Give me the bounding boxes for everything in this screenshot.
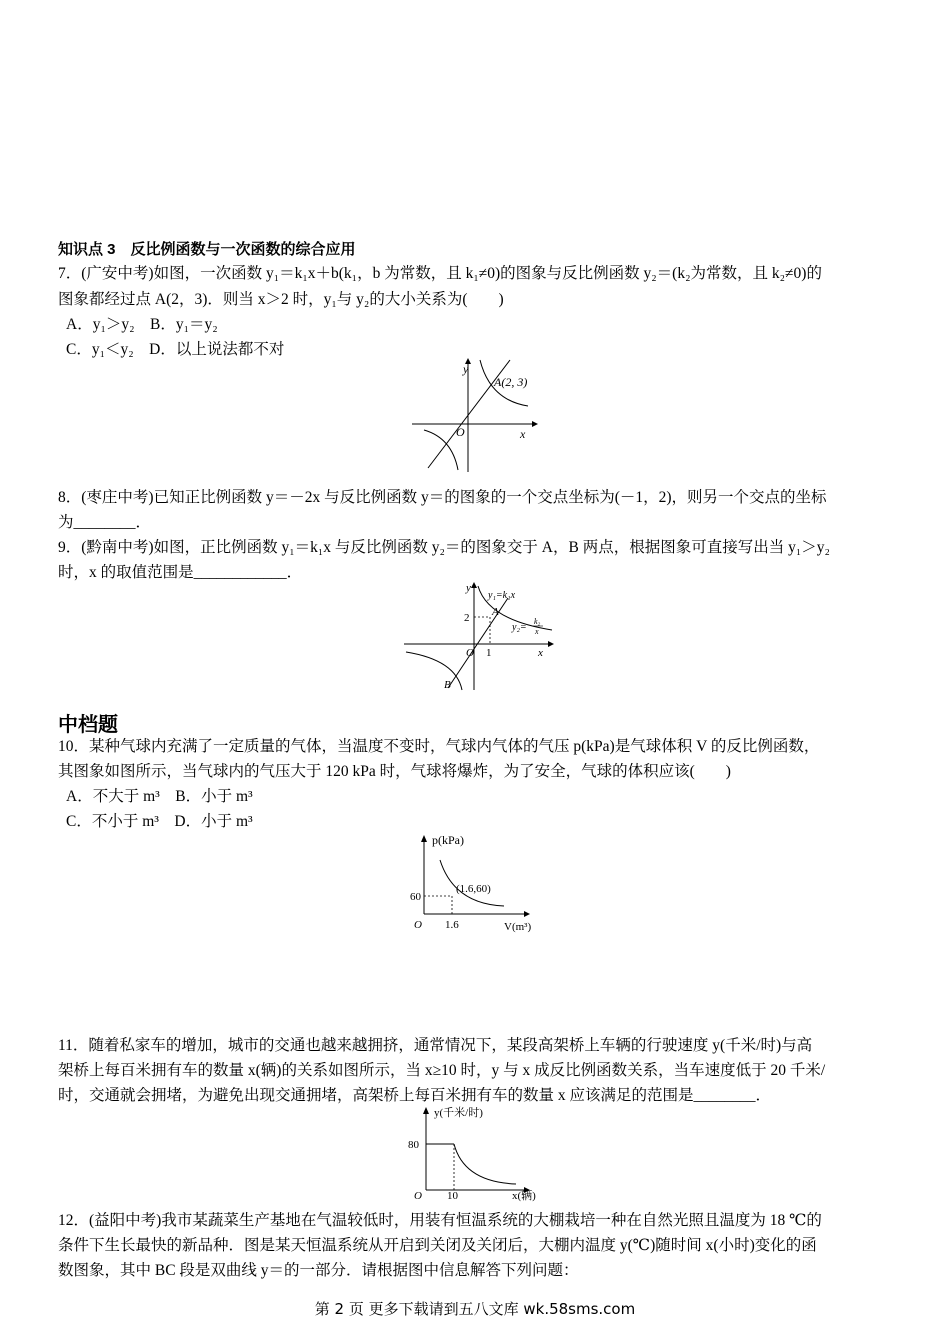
- y-label: y: [463, 362, 469, 376]
- tick-1: 1: [486, 647, 492, 659]
- q10-line1: 10．某种气球内充满了一定质量的气体，当温度不变时，气球内气体的气压 p(kPa)是气球体积 V 的反比例函数，: [58, 738, 820, 755]
- q8-line2: 为________．: [58, 514, 152, 531]
- line-label: y₁=k₁x: [488, 590, 516, 601]
- q10-line2: 其图象如图所示，当气球内的气压大于 120 kPa 时，气球将爆炸，为了安全，气球的体积应该( ): [58, 763, 731, 780]
- y-tick-60: 60: [410, 891, 421, 903]
- x-label: x: [538, 647, 543, 659]
- y-tick-80: 80: [408, 1139, 419, 1151]
- point-b-label: B: [444, 679, 451, 691]
- x-axis-label: x(辆): [512, 1190, 536, 1202]
- q9-line1: 9．(黔南中考)如图，正比例函数 y₁＝k₁x 与反比例函数 y₂＝的图象交于 A，B 两点，根据图象可直接写出当 y₁＞y₂: [58, 539, 830, 556]
- x-label: x: [520, 427, 526, 441]
- curve-label: y₂=: [512, 622, 527, 633]
- q11-line1: 11．随着私家车的增加，城市的交通也越来越拥挤，通常情况下，某段高架桥上车辆的行驶速度 y(千米/时)与高: [58, 1037, 813, 1054]
- page-footer: 第 2 页 更多下载请到五八文库 wk.58sms.com: [314, 1300, 636, 1318]
- origin-label: O: [456, 425, 465, 439]
- curve-x: x: [535, 627, 539, 636]
- q11-line2: 架桥上每百米拥有车的数量 x(辆)的关系如图所示，当 x≥10 时，y 与 x 成反比例函数关系，当车速度低于 20 千米/: [58, 1062, 826, 1079]
- hyperbola-branch-2: [406, 652, 462, 690]
- point-a-label: A(2, 3): [494, 375, 528, 389]
- y-axis-arrow: [421, 835, 427, 842]
- q7-options-cd: C．y₁＜y₂ D．以上说法都不对: [66, 341, 285, 358]
- y-axis-arrow: [471, 582, 477, 588]
- x-axis-arrow: [548, 641, 554, 647]
- q12-line3: 数图象，其中 BC 段是双曲线 y＝的一部分．请根据图中信息解答下列问题：: [58, 1262, 579, 1279]
- q10-options-ab: A．不大于 m³ B．小于 m³: [66, 788, 253, 805]
- x-axis-label: V(m³): [504, 921, 532, 933]
- point-label: (1.6,60): [456, 883, 491, 895]
- q7-line1: 7．(广安中考)如图，一次函数 y₁＝k₁x＋b(k₁，b 为常数，且 k₁≠0)的图象与反比例函数 y₂＝(k₂为常数，且 k₂≠0)的: [58, 265, 822, 282]
- origin-label: O: [414, 1190, 422, 1202]
- x-axis-arrow: [532, 421, 538, 427]
- origin-label: O: [466, 647, 474, 659]
- q7-line2: 图象都经过点 A(2，3)．则当 x＞2 时，y₁与 y₂的大小关系为( ): [58, 291, 504, 308]
- q12-line1: 12．(益阳中考)我市某蔬菜生产基地在气温较低时，用装有恒温系统的大棚栽培一种在自然光照且温度为 18 ℃的: [58, 1212, 822, 1229]
- q8-line1: 8．(枣庄中考)已知正比例函数 y＝－2x 与反比例函数 y＝的图象的一个交点坐标为(－1，2)，则另一个交点的坐标: [58, 489, 827, 506]
- direct-proportion-line: [448, 598, 508, 688]
- hyperbola-curve: [454, 1144, 516, 1184]
- y-axis-label: y(千米/时): [434, 1107, 483, 1119]
- tick-2: 2: [464, 612, 470, 624]
- section-title: 知识点 3 反比例函数与一次函数的综合应用: [58, 241, 356, 258]
- y-axis-label: p(kPa): [432, 833, 464, 847]
- x-tick-1-6: 1.6: [445, 919, 459, 931]
- x-tick-10: 10: [447, 1190, 458, 1202]
- curve-k: k₂: [534, 617, 541, 626]
- q10-options-cd: C．不小于 m³ D．小于 m³: [66, 813, 253, 830]
- mid-section-heading: 中档题: [58, 714, 118, 736]
- y-label: y: [466, 582, 471, 594]
- q11-line3: 时，交通就会拥堵，为避免出现交通拥堵，高架桥上每百米拥有车的数量 x 应该满足的范围是________．: [58, 1087, 772, 1104]
- q7-options-ab: A．y₁＞y₂ B．y₁＝y₂: [66, 316, 218, 333]
- origin-label: O: [414, 919, 422, 931]
- q7-figure: [410, 356, 540, 474]
- q9-line2: 时，x 的取值范围是____________．: [58, 564, 303, 581]
- q10-figure: [410, 830, 544, 936]
- q11-figure: [404, 1104, 554, 1202]
- y-axis-arrow: [423, 1107, 429, 1114]
- point-a-label: A: [492, 606, 499, 618]
- q12-line2: 条件下生长最快的新品种．图是某天恒温系统从开启到关闭及关闭后，大棚内温度 y(℃)随时间 x(小时)变化的函: [58, 1237, 817, 1254]
- x-axis-arrow: [524, 911, 530, 917]
- q9-figure: [402, 580, 558, 692]
